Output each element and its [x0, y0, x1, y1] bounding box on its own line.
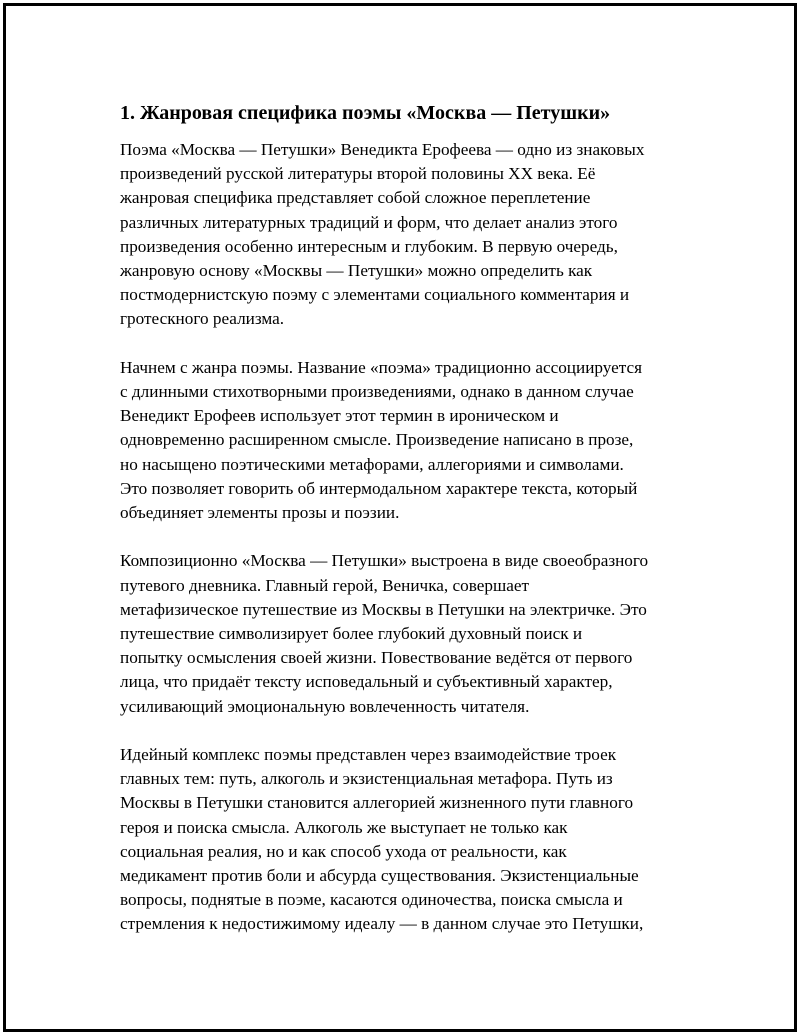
- text-line: Композиционно «Москва — Петушки» выстроена в виде своеобразного: [120, 551, 649, 571]
- text-line: усиливающий эмоциональную вовлеченность читателя.: [120, 696, 530, 716]
- text-line: объединяет элементы прозы и поэзии.: [120, 503, 400, 523]
- text-line: социальная реалия, но и как способ ухода от реальности, как: [120, 841, 567, 861]
- text-line: стремления к недостижимому идеалу — в данном случае это Петушки,: [120, 914, 644, 934]
- paragraph-3: [120, 549, 700, 718]
- text-line: медикамент против боли и абсурда существования. Экзистенциальные: [120, 866, 639, 886]
- text-line: главных тем: путь, алкоголь и экзистенциальная метафора. Путь из: [120, 769, 613, 789]
- paragraph-2: [120, 356, 700, 525]
- text-line: произведений русской литературы второй половины XX века. Её: [120, 164, 596, 184]
- text-line: постмодернистскую поэму с элементами социального комментария и: [120, 285, 630, 305]
- text-line: путевого дневника. Главный герой, Веничка, совершает: [120, 575, 529, 595]
- section-heading: 1. Жанровая специфика поэмы «Москва — Петушки»: [120, 102, 611, 124]
- text-line: Москвы в Петушки становится аллегорией жизненного пути главного: [120, 793, 634, 813]
- text-line: вопросы, поднятые в поэме, касаются одиночества, поиска смысла и: [120, 890, 623, 910]
- text-line: Поэма «Москва — Петушки» Венедикта Ерофеева — одно из знаковых: [120, 140, 645, 159]
- text-line: гротескного реализма.: [120, 309, 285, 329]
- text-line: Это позволяет говорить об интермодальном характере текста, который: [120, 478, 638, 498]
- text-line: путешествие символизирует более глубокий духовный поиск и: [120, 624, 583, 644]
- document-page: [3, 3, 797, 1032]
- text-line: с длинными стихотворными произведениями, однако в данном случае: [120, 382, 634, 402]
- text-line: различных литературных традиций и форм, что делает анализ этого: [120, 212, 618, 232]
- paragraph-1: [120, 138, 700, 332]
- text-line: лица, что придаёт тексту исповедальный и субъективный характер,: [120, 672, 613, 692]
- text-line: но насыщено поэтическими метафорами, аллегориями и символами.: [120, 454, 624, 474]
- text-line: Начнем с жанра поэмы. Название «поэма» традиционно ассоциируется: [120, 357, 643, 377]
- text-line: произведения особенно интересным и глубоким. В первую очередь,: [120, 236, 618, 256]
- paragraph-4: [120, 743, 700, 937]
- text-line: героя и поиска смысла. Алкоголь же выступает не только как: [120, 817, 568, 837]
- text-line: метафизическое путешествие из Москвы в Петушки на электричке. Это: [120, 599, 647, 619]
- text-line: одновременно расширенном смысле. Произведение написано в прозе,: [120, 430, 634, 450]
- text-line: Венедикт Ерофеев использует этот термин в ироническом и: [120, 406, 559, 426]
- text-line: Идейный комплекс поэмы представлен через взаимодействие троек: [120, 745, 617, 765]
- text-line: жанровая специфика представляет собой сложное переплетение: [120, 188, 591, 208]
- text-line: попытку осмысления своей жизни. Повествование ведётся от первого: [120, 648, 633, 668]
- document-content: [120, 100, 700, 961]
- text-line: жанровую основу «Москвы — Петушки» можно определить как: [120, 261, 593, 281]
